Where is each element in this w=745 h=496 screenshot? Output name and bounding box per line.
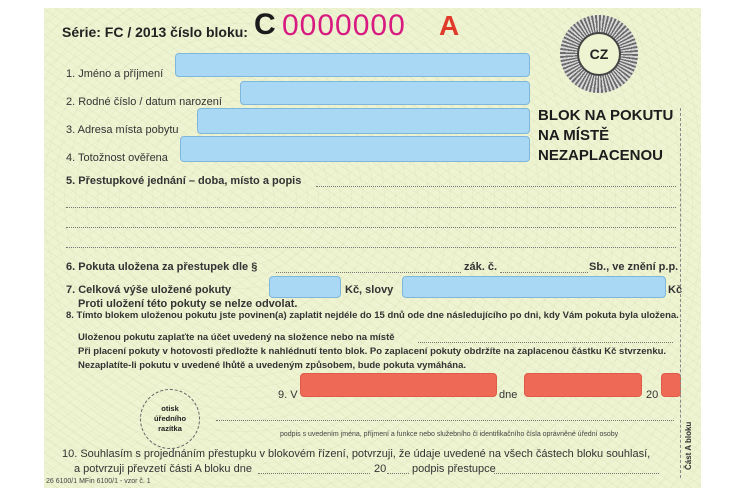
fine-amount-input[interactable] [269,276,341,298]
address-label: 3. Adresa místa pobytu [66,124,179,136]
fine-amount-label: 7. Celková výše uložené pokuty [66,284,232,296]
birth-number-input[interactable] [240,81,530,105]
law-section-line[interactable] [276,272,461,273]
payment-account-text: Uloženou pokutu zaplaťte na účet uvedený na složence nebo na místě [78,332,395,343]
receipt-text: a potvrzuji převzetí části A bloku dne [74,463,252,475]
name-label: 1. Jméno a příjmení [66,68,164,80]
law-label: 6. Pokuta uložena za přestupek dle § [66,261,258,273]
identity-label: 4. Totožnost ověřena [66,152,168,164]
amount-words-input[interactable] [402,276,666,298]
unpaid-warning-text: Nezaplatíte-li pokutu v uvedené lhůtě a uvedeným způsobem, bude pokuta vymáhána. [78,360,466,371]
signature-note: podpis s uvedením jména, příjmení a funkce nebo služebního či identifikačního čísla oprávněné úřední osoby [280,431,619,438]
place-label: 9. V [278,389,298,401]
date-label: dne [499,389,518,401]
block-number: 0000000 [282,9,406,42]
offense-line-4[interactable] [66,247,676,248]
official-signature-line[interactable] [216,420,674,421]
payment-deadline-text: 8. Tímto blokem uloženou pokutu jste povinen(a) zaplatit nejdéle do 15 dnů ode dne následujícího po dni, kdy Vám pokuta byla uložena. [66,310,679,321]
offense-line-2[interactable] [66,207,676,208]
law-act-line[interactable] [500,272,588,273]
offense-line-3[interactable] [66,227,676,228]
stamp-text-1: otisk [161,404,179,413]
consent-text: 10. Souhlasím s projednáním přestupku v blokovém řízení, potvrzuji, že údaje uvedené na všech částech bloku souhlasí, [62,448,651,460]
currency-label: Kč [668,284,683,296]
cz-seal-icon [560,15,638,93]
cash-payment-text: Při placení pokuty v hotovosti předložte k nahlédnutí tento blok. Po zaplacení pokuty obdržíte na zaplacenou částku Kč stvrzenku. [78,346,667,357]
address-input[interactable] [197,108,530,134]
identity-input[interactable] [180,136,530,162]
law-collection-label: Sb., ve znění p.p. [589,261,679,273]
law-act-label: zák. č. [464,261,498,273]
date-input[interactable] [524,373,642,397]
place-input[interactable] [300,373,497,397]
title-line-2: NA MÍSTĚ [538,127,610,144]
offender-signature-line[interactable] [494,473,659,474]
stamp-text-3: razítka [158,424,182,433]
receipt-date-line[interactable] [258,473,370,474]
ticket-title [538,106,678,166]
receipt-year-label: 20 [374,463,387,475]
title-line-3: NEZAPLACENOU [538,147,664,164]
receipt-year-line[interactable] [387,473,409,474]
part-a-label: Část A bloku [684,421,693,470]
offense-line-1[interactable] [316,186,676,187]
part-letter: A [439,10,460,41]
payment-account-line[interactable] [418,342,673,343]
fine-ticket-form [44,8,701,488]
stamp-text-2: úředního [153,414,187,423]
year-input[interactable] [661,373,681,397]
appeal-note: Proti uložení této pokuty se nelze odvolat. [78,298,298,310]
seal-text: CZ [577,32,621,76]
name-input[interactable] [175,53,530,77]
series-label: Série: FC / 2013 číslo bloku: [62,24,248,40]
year-label: 20 [646,389,659,401]
official-stamp-area [140,389,200,449]
currency-words-label: Kč, slovy [345,284,394,296]
block-letter: C [254,8,276,41]
form-code: 26 6100/1 MFin 6100/1 - vzor č. 1 [46,478,151,485]
offender-signature-label: podpis přestupce [412,463,496,475]
offense-label: 5. Přestupkové jednání – doba, místo a popis [66,175,302,187]
birth-number-label: 2. Rodné číslo / datum narození [66,96,222,108]
tear-line [680,108,681,478]
title-line-1: BLOK NA POKUTU [538,107,674,124]
